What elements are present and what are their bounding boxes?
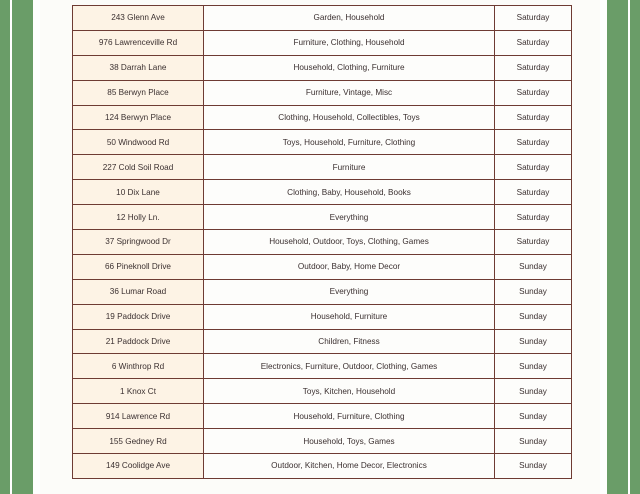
day-cell: Sunday — [495, 279, 572, 304]
items-cell: Household, Toys, Games — [204, 429, 495, 454]
address-cell: 19 Paddock Drive — [73, 304, 204, 329]
day-cell: Saturday — [495, 230, 572, 255]
table-row — [73, 205, 572, 230]
day-cell: Sunday — [495, 329, 572, 354]
address-cell: 10 Dix Lane — [73, 180, 204, 205]
table-row — [73, 354, 572, 379]
garage-sale-table — [72, 5, 572, 479]
table-row — [73, 180, 572, 205]
address-cell: 124 Berwyn Place — [73, 105, 204, 130]
day-cell: Sunday — [495, 304, 572, 329]
items-cell: Household, Clothing, Furniture — [204, 55, 495, 80]
table-row — [73, 30, 572, 55]
table-row — [73, 454, 572, 479]
day-cell: Sunday — [495, 379, 572, 404]
day-cell: Sunday — [495, 254, 572, 279]
table-row — [73, 80, 572, 105]
items-cell: Furniture — [204, 155, 495, 180]
day-cell: Sunday — [495, 404, 572, 429]
day-cell: Saturday — [495, 155, 572, 180]
items-cell: Outdoor, Baby, Home Decor — [204, 254, 495, 279]
items-cell: Children, Fitness — [204, 329, 495, 354]
address-cell: 155 Gedney Rd — [73, 429, 204, 454]
table-row — [73, 304, 572, 329]
items-cell: Clothing, Baby, Household, Books — [204, 180, 495, 205]
address-cell: 38 Darrah Lane — [73, 55, 204, 80]
items-cell: Toys, Household, Furniture, Clothing — [204, 130, 495, 155]
items-cell: Electronics, Furniture, Outdoor, Clothing, Games — [204, 354, 495, 379]
table-row — [73, 279, 572, 304]
address-cell: 36 Lumar Road — [73, 279, 204, 304]
address-cell: 914 Lawrence Rd — [73, 404, 204, 429]
day-cell: Saturday — [495, 80, 572, 105]
address-cell: 149 Coolidge Ave — [73, 454, 204, 479]
address-cell: 50 Windwood Rd — [73, 130, 204, 155]
table-row — [73, 404, 572, 429]
address-cell: 85 Berwyn Place — [73, 80, 204, 105]
address-cell: 1 Knox Ct — [73, 379, 204, 404]
table-row — [73, 254, 572, 279]
items-cell: Outdoor, Kitchen, Home Decor, Electronics — [204, 454, 495, 479]
document-page — [40, 0, 600, 494]
day-cell: Saturday — [495, 105, 572, 130]
table-row — [73, 230, 572, 255]
day-cell: Saturday — [495, 6, 572, 31]
address-cell: 66 Pineknoll Drive — [73, 254, 204, 279]
items-cell: Everything — [204, 279, 495, 304]
day-cell: Saturday — [495, 180, 572, 205]
items-cell: Household, Outdoor, Toys, Clothing, Games — [204, 230, 495, 255]
address-cell: 12 Holly Ln. — [73, 205, 204, 230]
day-cell: Saturday — [495, 205, 572, 230]
address-cell: 6 Winthrop Rd — [73, 354, 204, 379]
day-cell: Sunday — [495, 429, 572, 454]
day-cell: Saturday — [495, 30, 572, 55]
day-cell: Saturday — [495, 55, 572, 80]
table-row — [73, 379, 572, 404]
items-cell: Household, Furniture, Clothing — [204, 404, 495, 429]
address-cell: 21 Paddock Drive — [73, 329, 204, 354]
table-row — [73, 155, 572, 180]
day-cell: Sunday — [495, 354, 572, 379]
day-cell: Saturday — [495, 130, 572, 155]
address-cell: 243 Glenn Ave — [73, 6, 204, 31]
items-cell: Garden, Household — [204, 6, 495, 31]
address-cell: 37 Springwood Dr — [73, 230, 204, 255]
table-row — [73, 130, 572, 155]
items-cell: Furniture, Clothing, Household — [204, 30, 495, 55]
day-cell: Sunday — [495, 454, 572, 479]
address-cell: 227 Cold Soil Road — [73, 155, 204, 180]
table-row — [73, 55, 572, 80]
items-cell: Clothing, Household, Collectibles, Toys — [204, 105, 495, 130]
items-cell: Household, Furniture — [204, 304, 495, 329]
table-row — [73, 329, 572, 354]
table-row — [73, 105, 572, 130]
table-row — [73, 6, 572, 31]
table-row — [73, 429, 572, 454]
items-cell: Toys, Kitchen, Household — [204, 379, 495, 404]
items-cell: Everything — [204, 205, 495, 230]
address-cell: 976 Lawrenceville Rd — [73, 30, 204, 55]
items-cell: Furniture, Vintage, Misc — [204, 80, 495, 105]
